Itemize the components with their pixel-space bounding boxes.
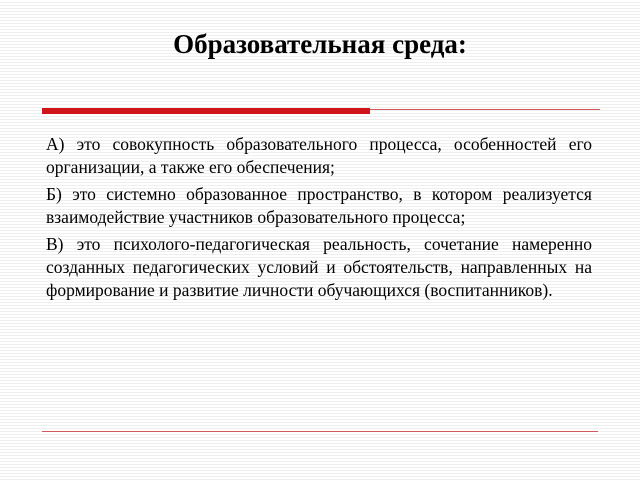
slide-body [46, 133, 592, 306]
paragraph-c: В) это психолого-педагогическая реальность, сочетание намеренно созданных педагогических условий и обстоятельств, направленных на формирование и развитие личности обучающихся (воспитанников). [46, 234, 592, 300]
bottom-divider [42, 431, 598, 432]
slide-title: Образовательная среда: [173, 29, 467, 59]
accent-bar [42, 108, 370, 114]
paragraph-b: Б) это системно образованное пространство, в котором реализуется взаимодействие участников образовательного процесса; [46, 184, 592, 227]
paragraph-a: А) это совокупность образовательного процесса, особенностей его организации, а также его обеспечения; [46, 134, 592, 177]
